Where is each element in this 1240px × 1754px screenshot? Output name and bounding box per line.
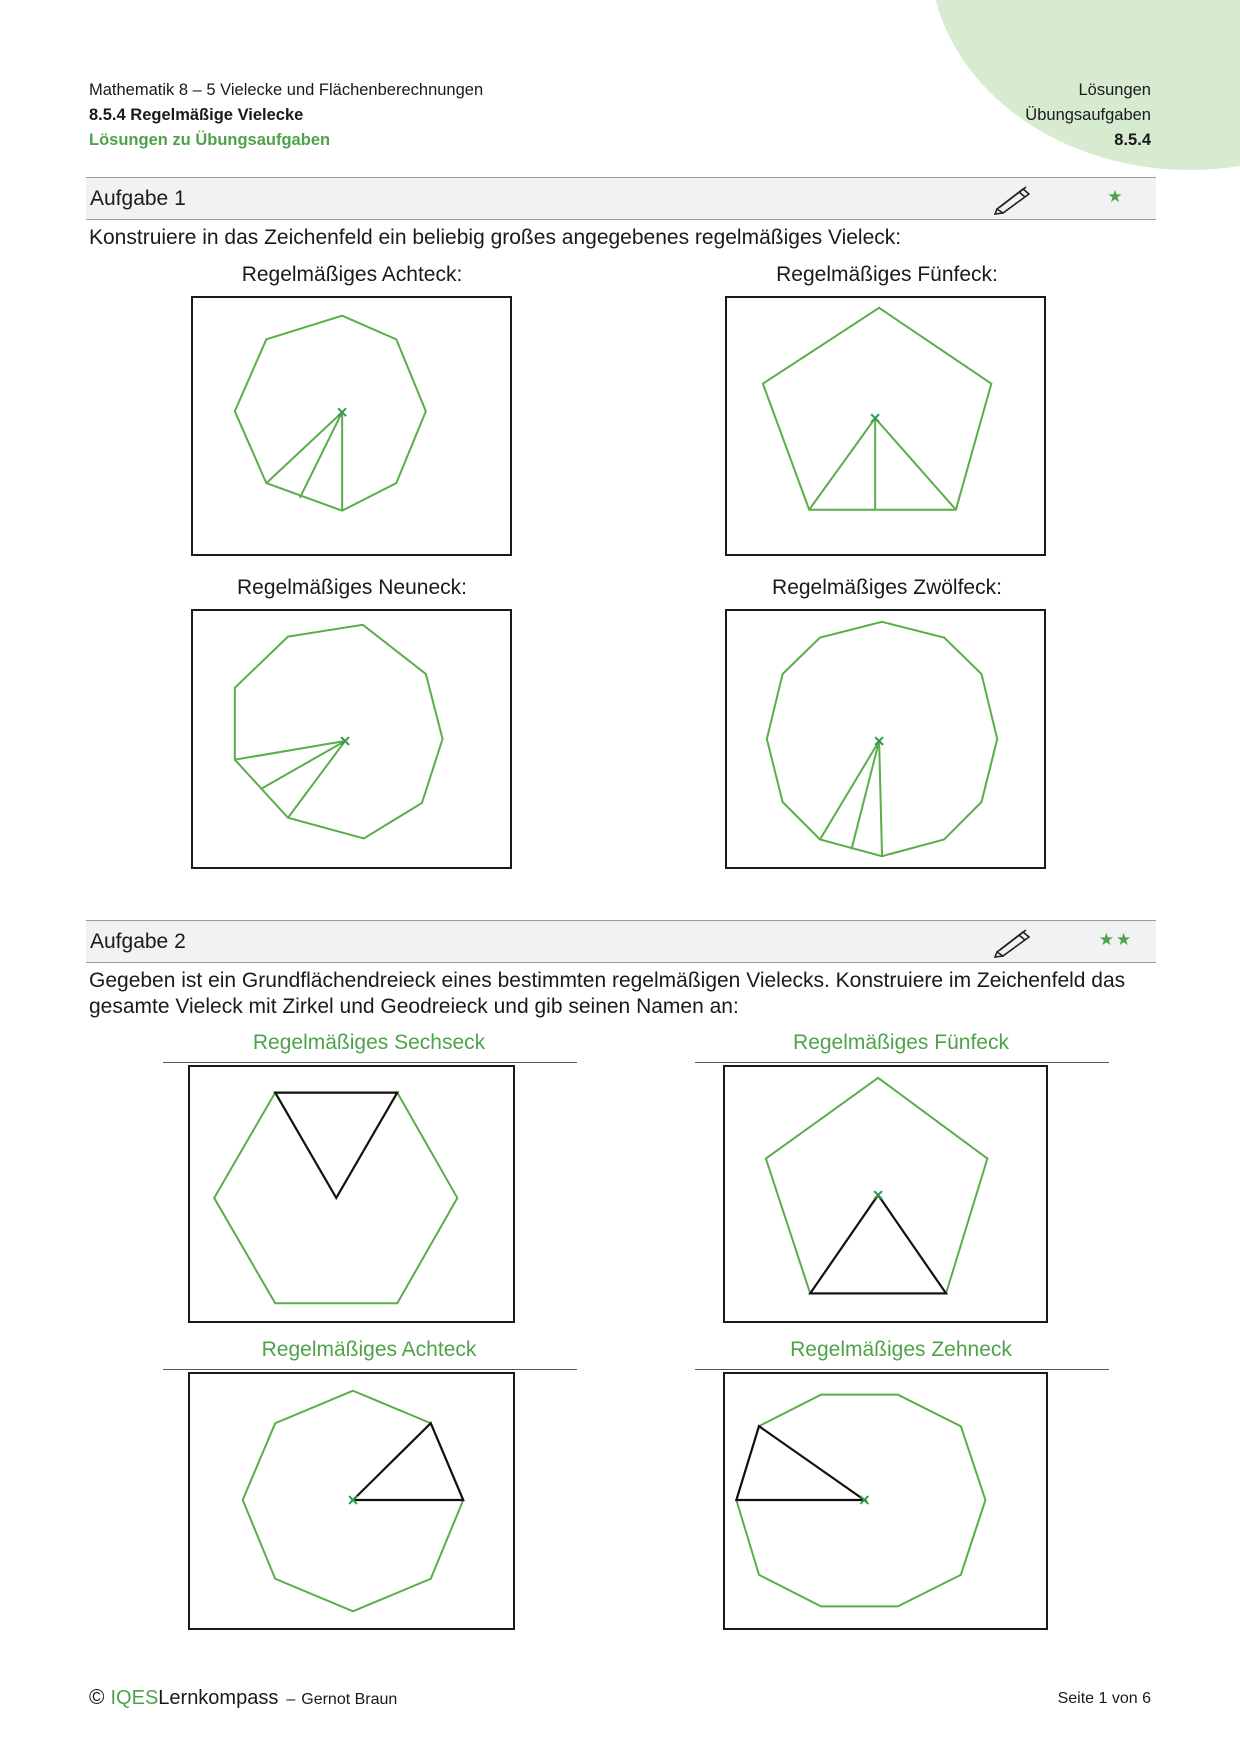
label-dodecagon: Regelmäßiges Zwölfeck: (772, 576, 1002, 599)
pencil-icon (993, 183, 1033, 215)
solutions-subtitle: Lösungen zu Übungsaufgaben (89, 131, 331, 149)
task1-bar (86, 177, 1156, 220)
given-triangle (736, 1426, 864, 1500)
footer-brand (89, 1686, 397, 1710)
pentagon-shape (766, 1078, 988, 1294)
course-title: Mathematik 8 – 5 Vielecke und Flächenberechnungen (89, 81, 484, 99)
task2-title: Aufgabe 2 (90, 930, 186, 953)
header-right-number: 8.5.4 (1114, 131, 1151, 149)
author-name: Gernot Braun (301, 1691, 398, 1708)
answer-decagon: Regelmäßiges Zehneck (790, 1338, 1012, 1361)
difficulty-stars: ★★ (1098, 930, 1134, 949)
copyright-icon: © (89, 1686, 105, 1709)
drawing-field-decagon (723, 1372, 1048, 1630)
decagon-drawing (725, 1374, 1046, 1628)
answer-line (695, 1369, 1109, 1370)
brand-iqes: IQES (110, 1687, 159, 1709)
pencil-icon (993, 926, 1033, 958)
section-title: 8.5.4 Regelmäßige Vielecke (89, 106, 304, 124)
difficulty-stars: ★ (1107, 187, 1125, 206)
task2-instruction: Gegeben ist ein Grundflächendreieck eines bestimmten regelmäßigen Vielecks. Konstruiere im Zeichenfeld das gesamte Vieleck mit Zirkel und Geodreieck und gib seinen Namen an: (89, 969, 1126, 1018)
octagon-shape (235, 316, 426, 511)
given-triangle (353, 1423, 463, 1500)
radius-line (875, 418, 956, 510)
page-number: Seite 1 von 6 (1057, 1690, 1151, 1707)
header-right-solutions: Lösungen (1078, 81, 1151, 99)
label-pentagon: Regelmäßiges Fünfeck: (776, 263, 998, 286)
answer-pentagon: Regelmäßiges Fünfeck (793, 1031, 1009, 1054)
center-mark-icon (874, 1191, 882, 1199)
radius-line (809, 418, 875, 510)
answer-octagon: Regelmäßiges Achteck (261, 1338, 477, 1361)
hexagon-drawing (190, 1067, 513, 1321)
answer-line (163, 1369, 577, 1370)
pentagon-drawing (727, 298, 1044, 554)
task1-title: Aufgabe 1 (90, 187, 186, 210)
answer-line (163, 1062, 577, 1063)
radius-line (288, 741, 345, 818)
drawing-field-dodecagon (725, 609, 1046, 869)
given-triangle (275, 1093, 397, 1198)
pentagon2-drawing (725, 1067, 1046, 1321)
drawing-field-octagon (191, 296, 512, 556)
drawing-field-octagon-2 (188, 1372, 515, 1630)
nonagon-shape (235, 625, 443, 839)
drawing-field-pentagon (725, 296, 1046, 556)
dodecagon-drawing (727, 611, 1044, 867)
task1-instruction: Konstruiere in das Zeichenfeld ein beliebig großes angegebenes regelmäßiges Vieleck: (89, 226, 902, 249)
header-right-exercises: Übungsaufgaben (1025, 106, 1151, 124)
answer-line (695, 1062, 1109, 1063)
task2-bar (86, 920, 1156, 963)
footer-separator: – (286, 1691, 296, 1708)
given-triangle (810, 1195, 946, 1293)
drawing-field-nonagon (191, 609, 512, 869)
octagon-drawing (193, 298, 510, 554)
drawing-field-pentagon-2 (723, 1065, 1048, 1323)
brand-lernkompass: Lernkompass (158, 1687, 279, 1709)
answer-hexagon: Regelmäßiges Sechseck (252, 1031, 486, 1054)
drawing-field-hexagon (188, 1065, 515, 1323)
nonagon-drawing (193, 611, 510, 867)
label-nonagon: Regelmäßiges Neuneck: (237, 576, 467, 599)
radius-line (879, 741, 882, 856)
height-line (300, 412, 342, 498)
radius-line (820, 741, 879, 839)
octagon2-drawing (190, 1374, 513, 1628)
radius-line (266, 412, 342, 483)
header-right (1025, 78, 1151, 153)
header-left (89, 78, 483, 153)
height-line (852, 741, 880, 849)
pentagon-shape (763, 308, 991, 510)
label-octagon: Regelmäßiges Achteck: (241, 263, 463, 286)
